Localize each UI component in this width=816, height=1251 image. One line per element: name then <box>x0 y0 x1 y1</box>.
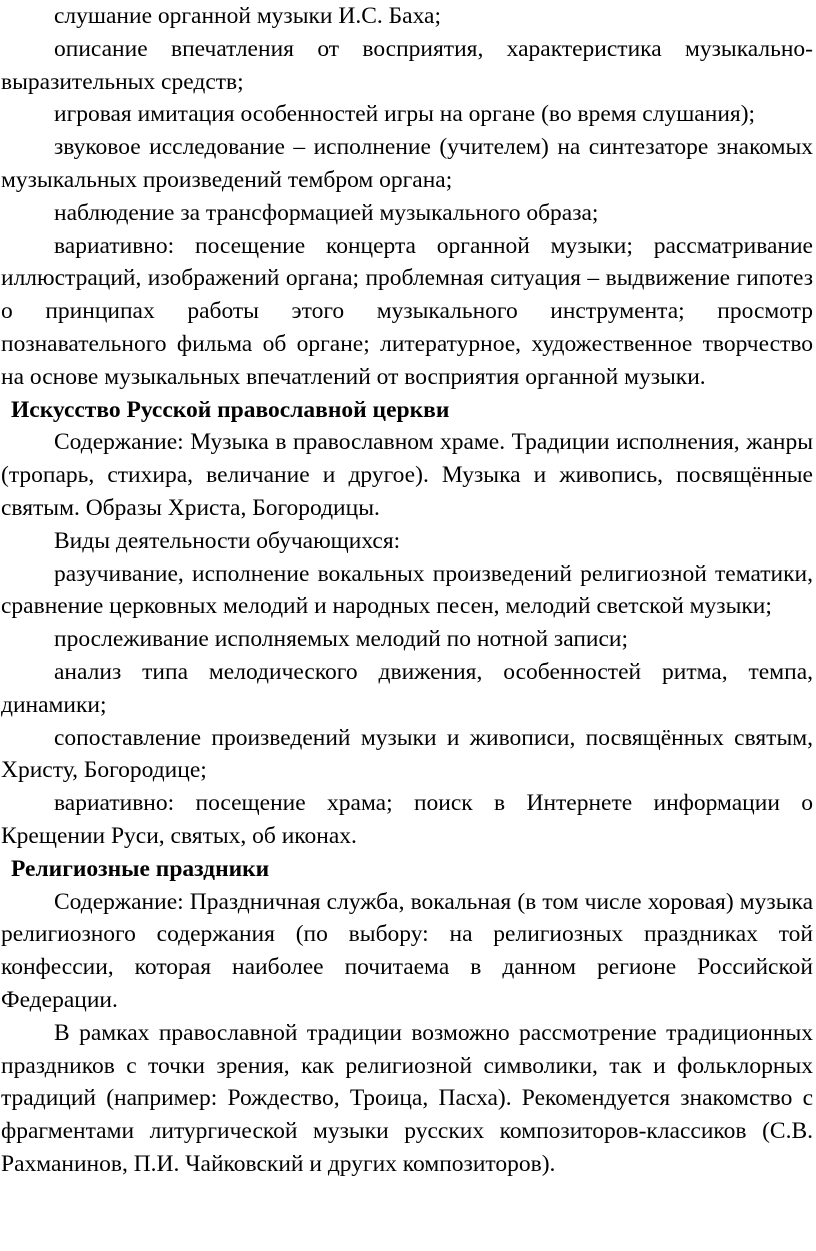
paragraph-sound-research: звуковое исследование – исполнение (учителем) на синтезаторе знакомых музыкальных произведений тембром органа; <box>1 134 813 193</box>
paragraph-holidays-content: Содержание: Праздничная служба, вокальная (в том числе хоровая) музыка религиозного содержания (по выбору: на религиозных праздниках той конфессии, которая наиболее почитаема в данном регионе Российской Федерации. <box>1 888 813 1013</box>
paragraph-impression-description: описание впечатления от восприятия, характеристика музыкально-выразительных средств; <box>1 35 813 95</box>
section-heading-religious-holidays: Религиозные праздники <box>11 855 270 882</box>
paragraph-listening-organ: слушание органной музыки И.С. Баха; <box>54 3 441 29</box>
paragraph-image-transformation: наблюдение за трансформацией музыкального образа; <box>54 199 599 226</box>
paragraph-activity-types: Виды деятельности обучающихся: <box>54 527 401 554</box>
paragraph-melody-analysis: анализ типа мелодического движения, особенностей ритма, темпа, динамики; <box>1 658 813 718</box>
paragraph-organ-variative: вариативно: посещение концерта органной музыки; рассматривание иллюстраций, изображений органа; проблемная ситуация – выдвижение гипотез о принципах работы этого музыкального инструмента; просмотр познавательного фильма об органе; литературное, художественное творчество на основе музыкальных впечатлений от восприятия органной музыки. <box>1 232 813 390</box>
paragraph-church-content: Содержание: Музыка в православном храме. Традиции исполнения, жанры (тропарь, стихира, величание и другое). Музыка и живопись, посвящённые святым. Образы Христа, Богородицы. <box>1 429 813 521</box>
section-heading-orthodox-church: Искусство Русской православной церкви <box>11 396 450 423</box>
paragraph-church-variative: вариативно: посещение храма; поиск в Интернете информации о Крещении Руси, святых, об иконах. <box>1 790 813 849</box>
paragraph-music-painting-comparison: сопоставление произведений музыки и живописи, посвящённых святым, Христу, Богородице; <box>1 724 813 784</box>
paragraph-score-tracking: прослеживание исполняемых мелодий по нотной записи; <box>54 626 629 653</box>
paragraph-organ-imitation: игровая имитация особенностей игры на органе (во время слушания); <box>54 101 756 128</box>
paragraph-vocal-learning: разучивание, исполнение вокальных произведений религиозной тематики, сравнение церковных мелодий и народных песен, мелодий светской музыки; <box>1 560 813 620</box>
paragraph-orthodox-tradition: В рамках православной традиции возможно рассмотрение традиционных праздников с точки зрения, как религиозной символики, так и фольклорных традиций (например: Рождество, Троица, Пасха). Рекомендуется знакомство с фрагментами литургической музыки русских композиторов-классиков (С.В. Рахманинов, П.И. Чайковский и других композиторов). <box>1 1019 813 1177</box>
